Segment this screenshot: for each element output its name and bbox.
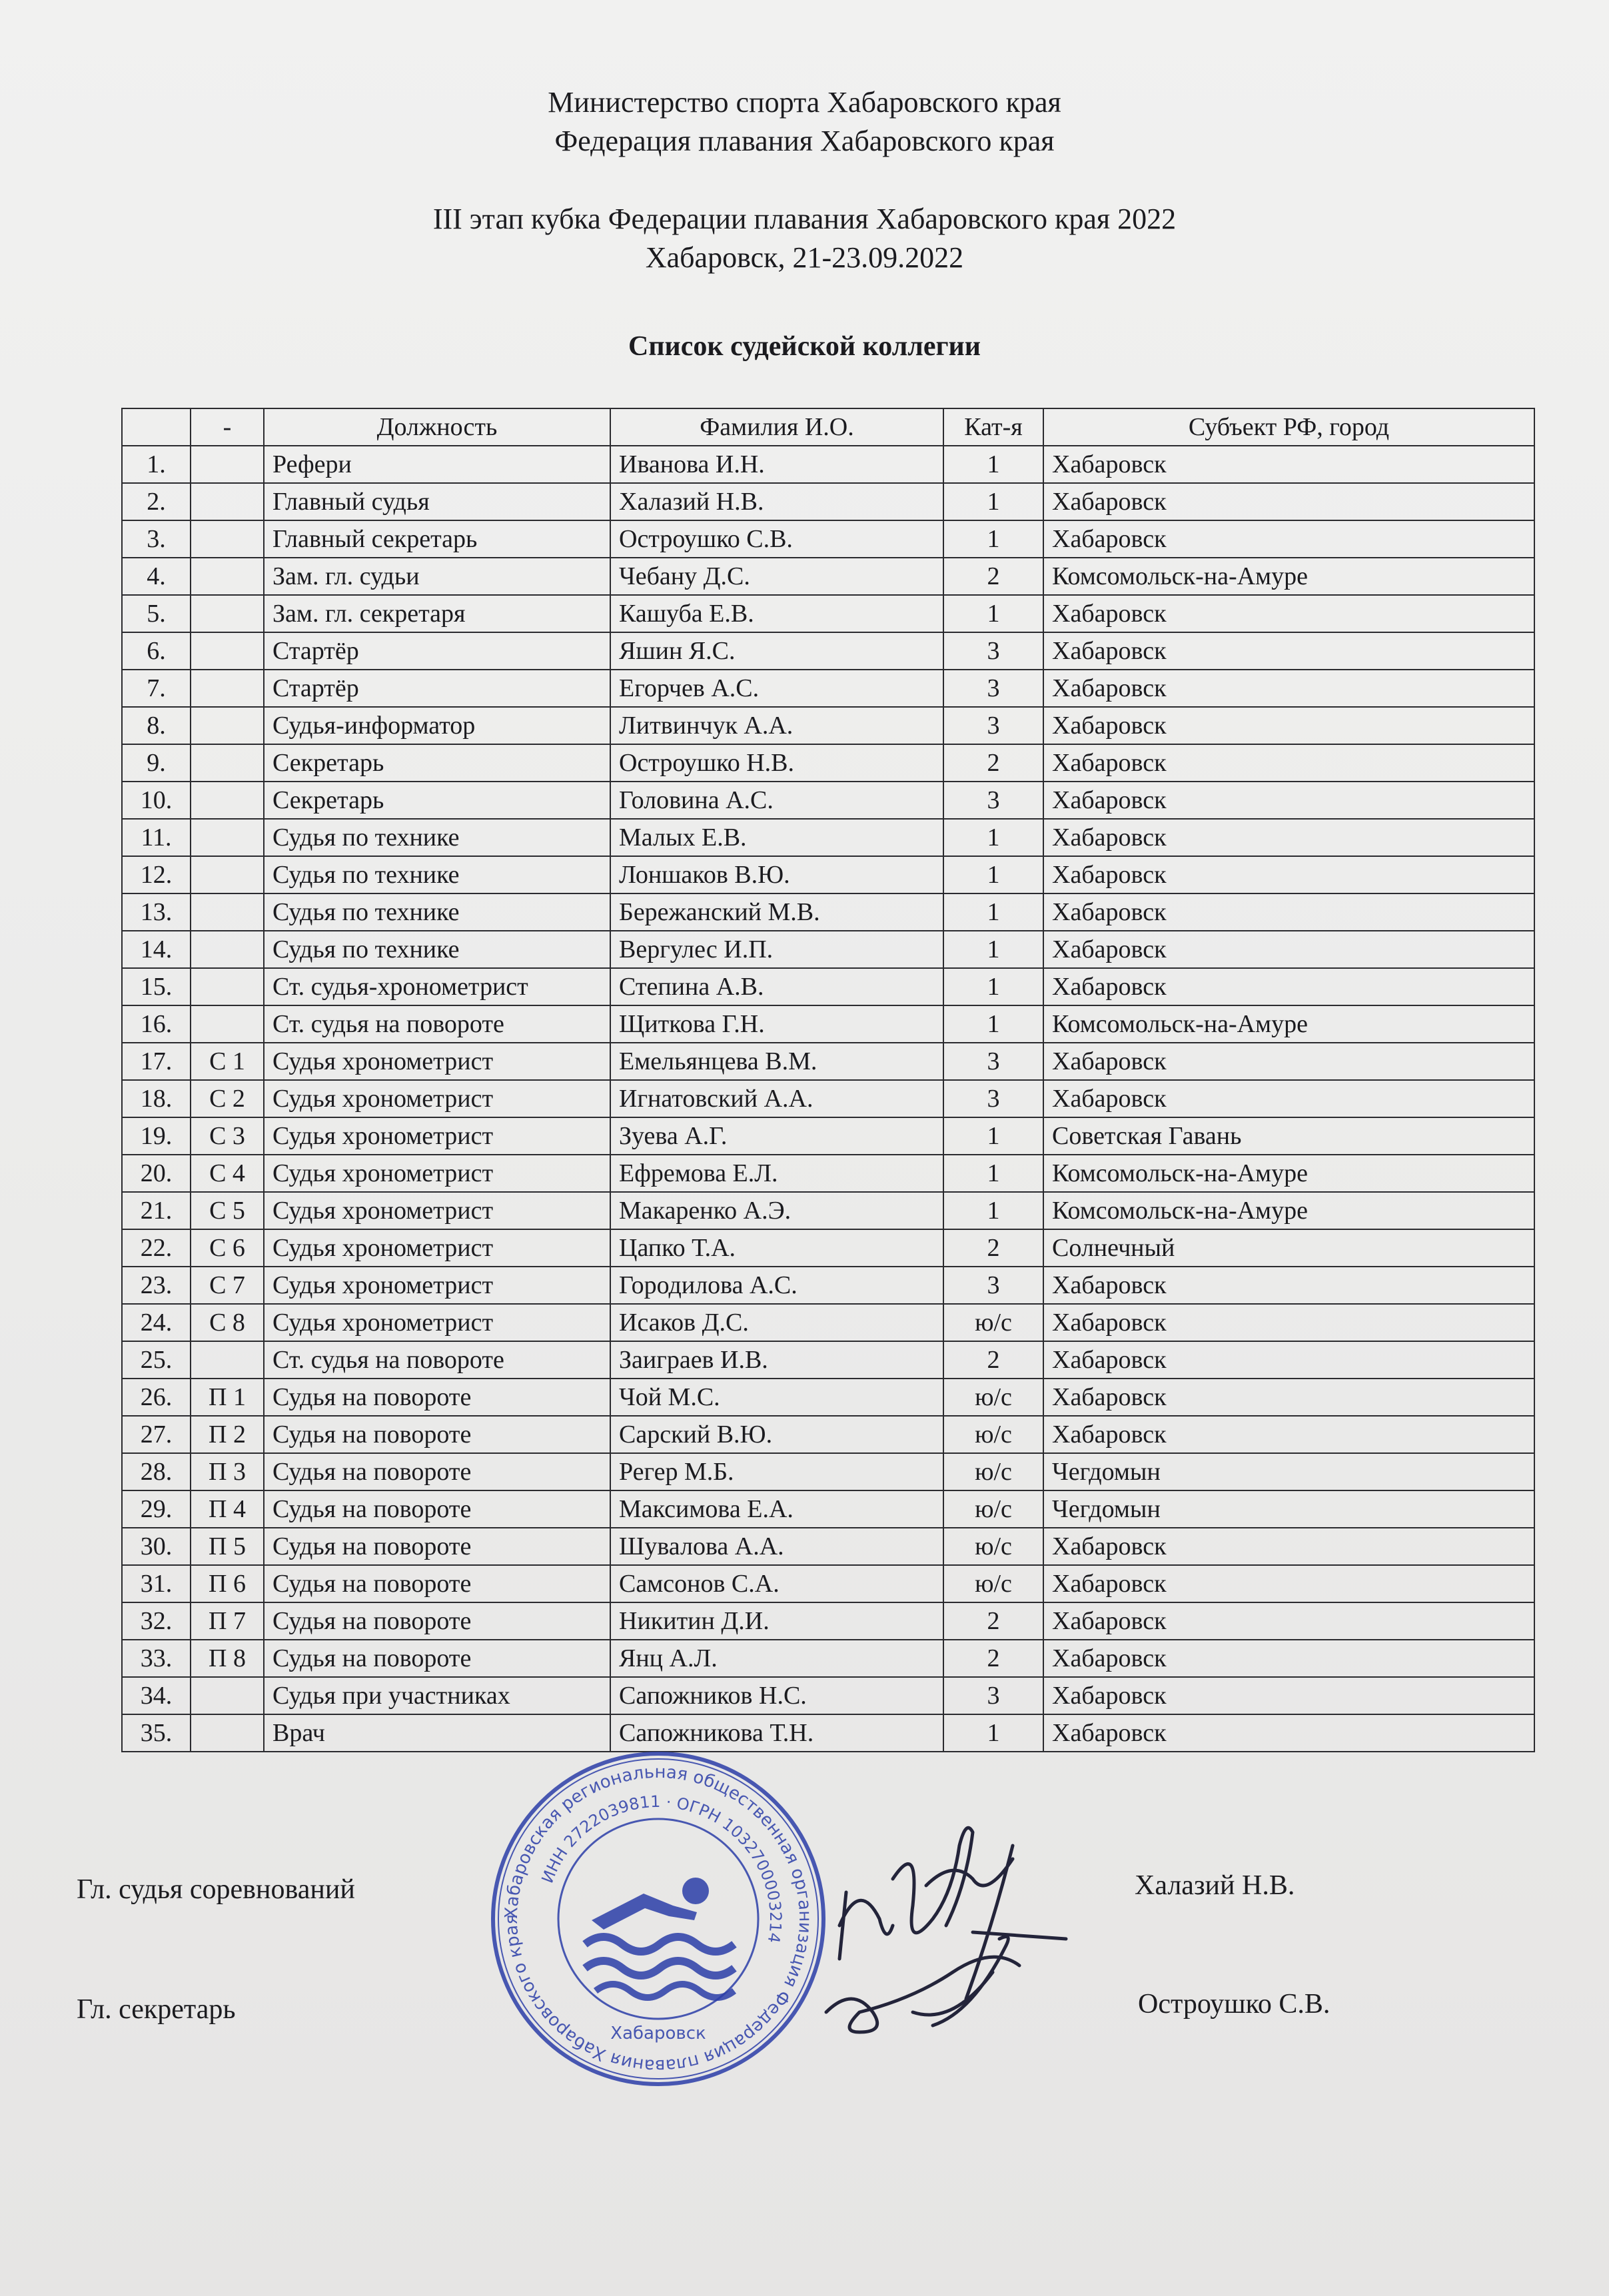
table-row	[122, 446, 1534, 483]
cell-name: Головина А.С.	[610, 782, 943, 819]
cell-category: 1	[943, 893, 1043, 931]
cell-name: Исаков Д.С.	[610, 1304, 943, 1341]
cell-category: 2	[943, 1640, 1043, 1677]
cell-position: Секретарь	[264, 782, 610, 819]
cell-position: Зам. гл. судьи	[264, 558, 610, 595]
cell-number: 26.	[122, 1379, 191, 1416]
cell-lane: С 5	[191, 1192, 264, 1229]
cell-name: Чебану Д.С.	[610, 558, 943, 595]
cell-name: Максимова Е.А.	[610, 1490, 943, 1528]
cell-number: 32.	[122, 1602, 191, 1640]
cell-category: 3	[943, 670, 1043, 707]
cell-city: Хабаровск	[1043, 1043, 1534, 1080]
cell-name: Егорчев А.С.	[610, 670, 943, 707]
cell-lane: П 2	[191, 1416, 264, 1453]
cell-lane: С 2	[191, 1080, 264, 1117]
cell-category: 2	[943, 1602, 1043, 1640]
cell-lane	[191, 670, 264, 707]
table-row	[122, 1602, 1534, 1640]
cell-number: 11.	[122, 819, 191, 856]
cell-lane	[191, 1005, 264, 1043]
cell-number: 6.	[122, 632, 191, 670]
cell-lane	[191, 744, 264, 782]
cell-category: ю/с	[943, 1453, 1043, 1490]
cell-position: Судья хронометрист	[264, 1043, 610, 1080]
cell-name: Емельянцева В.М.	[610, 1043, 943, 1080]
cell-position: Судья по технике	[264, 931, 610, 968]
cell-city: Солнечный	[1043, 1229, 1534, 1267]
cell-position: Главный судья	[264, 483, 610, 520]
cell-position: Судья-информатор	[264, 707, 610, 744]
cell-position: Судья на повороте	[264, 1565, 610, 1602]
cell-position: Судья на повороте	[264, 1379, 610, 1416]
table-header-row	[122, 408, 1534, 446]
cell-category: 1	[943, 819, 1043, 856]
cell-number: 3.	[122, 520, 191, 558]
cell-name: Зуева А.Г.	[610, 1117, 943, 1155]
cell-position: Судья по технике	[264, 856, 610, 893]
federation-line: Федерация плавания Хабаровского края	[554, 125, 1055, 157]
cell-number: 33.	[122, 1640, 191, 1677]
cell-name: Городилова А.С.	[610, 1267, 943, 1304]
cell-number: 31.	[122, 1565, 191, 1602]
cell-name: Кашуба Е.В.	[610, 595, 943, 632]
cell-city: Комсомольск-на-Амуре	[1043, 558, 1534, 595]
cell-lane	[191, 595, 264, 632]
cell-lane: С 7	[191, 1267, 264, 1304]
cell-number: 20.	[122, 1155, 191, 1192]
judges-table-body	[122, 446, 1534, 1752]
cell-city: Хабаровск	[1043, 1714, 1534, 1752]
cell-name: Ефремова Е.Л.	[610, 1155, 943, 1192]
cell-position: Судья хронометрист	[264, 1229, 610, 1267]
cell-category: 3	[943, 1043, 1043, 1080]
cell-name: Самсонов С.А.	[610, 1565, 943, 1602]
cell-category: 1	[943, 856, 1043, 893]
cell-position: Стартёр	[264, 670, 610, 707]
table-row	[122, 1267, 1534, 1304]
cell-number: 7.	[122, 670, 191, 707]
cell-position: Судья на повороте	[264, 1602, 610, 1640]
cell-lane: П 7	[191, 1602, 264, 1640]
cell-city: Хабаровск	[1043, 483, 1534, 520]
cell-number: 25.	[122, 1341, 191, 1379]
cell-category: ю/с	[943, 1565, 1043, 1602]
cell-city: Комсомольск-на-Амуре	[1043, 1155, 1534, 1192]
cell-city: Хабаровск	[1043, 1379, 1534, 1416]
cell-city: Советская Гавань	[1043, 1117, 1534, 1155]
cell-category: 3	[943, 707, 1043, 744]
cell-position: Ст. судья на повороте	[264, 1341, 610, 1379]
table-row	[122, 595, 1534, 632]
cell-category: ю/с	[943, 1416, 1043, 1453]
cell-city: Комсомольск-на-Амуре	[1043, 1005, 1534, 1043]
cell-lane	[191, 968, 264, 1005]
secretary-label: Гл. секретарь	[77, 1994, 236, 2025]
cell-lane	[191, 1341, 264, 1379]
cell-position: Судья на повороте	[264, 1453, 610, 1490]
cell-number: 16.	[122, 1005, 191, 1043]
cell-number: 13.	[122, 893, 191, 931]
stamp-outer-text: Хабаровская региональная общественная организация Федерация плавания Хабаровского края	[501, 1762, 815, 2076]
cell-city: Хабаровск	[1043, 819, 1534, 856]
cell-city: Хабаровск	[1043, 1640, 1534, 1677]
cell-name: Никитин Д.И.	[610, 1602, 943, 1640]
cell-city: Хабаровск	[1043, 595, 1534, 632]
cell-name: Халазий Н.В.	[610, 483, 943, 520]
cell-number: 2.	[122, 483, 191, 520]
cell-number: 10.	[122, 782, 191, 819]
cell-lane: С 3	[191, 1117, 264, 1155]
cell-city: Хабаровск	[1043, 744, 1534, 782]
cell-name: Иванова И.Н.	[610, 446, 943, 483]
cell-name: Сарский В.Ю.	[610, 1416, 943, 1453]
cell-number: 35.	[122, 1714, 191, 1752]
cell-category: 1	[943, 1714, 1043, 1752]
handwritten-signature	[813, 1812, 1093, 2065]
cell-city: Хабаровск	[1043, 893, 1534, 931]
cell-name: Лоншаков В.Ю.	[610, 856, 943, 893]
table-row	[122, 670, 1534, 707]
cell-city: Хабаровск	[1043, 1677, 1534, 1714]
table-row	[122, 856, 1534, 893]
table-row	[122, 819, 1534, 856]
table-row	[122, 1490, 1534, 1528]
cell-name: Вергулес И.П.	[610, 931, 943, 968]
cell-position: Судья хронометрист	[264, 1080, 610, 1117]
cell-number: 15.	[122, 968, 191, 1005]
cell-position: Зам. гл. секретаря	[264, 595, 610, 632]
table-row	[122, 1677, 1534, 1714]
cell-name: Бережанский М.В.	[610, 893, 943, 931]
table-row	[122, 1528, 1534, 1565]
cell-category: 3	[943, 1080, 1043, 1117]
cell-number: 21.	[122, 1192, 191, 1229]
cell-lane	[191, 558, 264, 595]
cell-category: 1	[943, 1192, 1043, 1229]
cell-number: 8.	[122, 707, 191, 744]
cell-lane	[191, 632, 264, 670]
cell-number: 19.	[122, 1117, 191, 1155]
table-row	[122, 968, 1534, 1005]
cell-name: Макаренко А.Э.	[610, 1192, 943, 1229]
table-row	[122, 558, 1534, 595]
cell-position: Судья на повороте	[264, 1416, 610, 1453]
table-row	[122, 1229, 1534, 1267]
cell-name: Степина А.В.	[610, 968, 943, 1005]
place-date-line: Хабаровск, 21-23.09.2022	[645, 241, 964, 274]
cell-lane: П 6	[191, 1565, 264, 1602]
cell-lane	[191, 483, 264, 520]
stamp-city: Хабаровск	[610, 2023, 706, 2043]
cell-lane: С 4	[191, 1155, 264, 1192]
cell-number: 14.	[122, 931, 191, 968]
cell-lane	[191, 819, 264, 856]
cell-city: Хабаровск	[1043, 670, 1534, 707]
col-header-number	[122, 408, 191, 446]
cell-position: Судья по технике	[264, 893, 610, 931]
cell-name: Цапко Т.А.	[610, 1229, 943, 1267]
cell-city: Хабаровск	[1043, 1416, 1534, 1453]
col-header-city: Субъект РФ, город	[1043, 408, 1534, 446]
cell-city: Хабаровск	[1043, 931, 1534, 968]
table-row	[122, 632, 1534, 670]
table-row	[122, 1453, 1534, 1490]
cell-name: Регер М.Б.	[610, 1453, 943, 1490]
table-row	[122, 483, 1534, 520]
cell-number: 12.	[122, 856, 191, 893]
cell-lane	[191, 707, 264, 744]
cell-name: Яшин Я.С.	[610, 632, 943, 670]
cell-category: 2	[943, 744, 1043, 782]
cell-lane	[191, 1677, 264, 1714]
cell-number: 1.	[122, 446, 191, 483]
cell-position: Судья на повороте	[264, 1640, 610, 1677]
cell-city: Хабаровск	[1043, 1304, 1534, 1341]
cell-city: Хабаровск	[1043, 707, 1534, 744]
cell-name: Заиграев И.В.	[610, 1341, 943, 1379]
cell-number: 9.	[122, 744, 191, 782]
cell-position: Секретарь	[264, 744, 610, 782]
cell-name: Сапожников Н.С.	[610, 1677, 943, 1714]
judges-table	[121, 408, 1535, 1752]
cell-lane	[191, 931, 264, 968]
cell-category: 1	[943, 520, 1043, 558]
cell-category: 1	[943, 1117, 1043, 1155]
cell-category: 1	[943, 483, 1043, 520]
cell-number: 27.	[122, 1416, 191, 1453]
cell-city: Хабаровск	[1043, 856, 1534, 893]
table-row	[122, 893, 1534, 931]
cell-number: 24.	[122, 1304, 191, 1341]
cell-lane	[191, 856, 264, 893]
cell-lane: П 1	[191, 1379, 264, 1416]
col-header-name: Фамилия И.О.	[610, 408, 943, 446]
cell-category: ю/с	[943, 1304, 1043, 1341]
cell-category: 3	[943, 1267, 1043, 1304]
cell-city: Хабаровск	[1043, 1602, 1534, 1640]
cell-position: Судья хронометрист	[264, 1304, 610, 1341]
table-row	[122, 1192, 1534, 1229]
table-row	[122, 1640, 1534, 1677]
cell-name: Литвинчук А.А.	[610, 707, 943, 744]
cell-category: 1	[943, 446, 1043, 483]
cell-name: Остроушко С.В.	[610, 520, 943, 558]
organization-stamp	[485, 1746, 831, 2092]
cell-category: 3	[943, 632, 1043, 670]
cell-city: Хабаровск	[1043, 520, 1534, 558]
cell-name: Шувалова А.А.	[610, 1528, 943, 1565]
table-row	[122, 1043, 1534, 1080]
cell-city: Хабаровск	[1043, 782, 1534, 819]
document-title: Список судейской коллегии	[628, 331, 981, 362]
cell-city: Хабаровск	[1043, 968, 1534, 1005]
cell-category: 2	[943, 1341, 1043, 1379]
cell-position: Судья на повороте	[264, 1528, 610, 1565]
table-row	[122, 520, 1534, 558]
col-header-lane: -	[191, 408, 264, 446]
cell-city: Хабаровск	[1043, 1080, 1534, 1117]
cell-position: Судья по технике	[264, 819, 610, 856]
cell-position: Ст. судья на повороте	[264, 1005, 610, 1043]
cell-city: Хабаровск	[1043, 1341, 1534, 1379]
cell-lane: П 8	[191, 1640, 264, 1677]
cell-lane	[191, 1714, 264, 1752]
cell-lane	[191, 893, 264, 931]
swimmer-icon	[585, 1878, 734, 1998]
cell-city: Хабаровск	[1043, 1565, 1534, 1602]
cell-category: ю/с	[943, 1528, 1043, 1565]
cell-lane: П 3	[191, 1453, 264, 1490]
cell-number: 34.	[122, 1677, 191, 1714]
cell-position: Рефери	[264, 446, 610, 483]
cell-name: Чой М.С.	[610, 1379, 943, 1416]
cell-city: Чегдомын	[1043, 1453, 1534, 1490]
table-row	[122, 1379, 1534, 1416]
cell-category: 3	[943, 782, 1043, 819]
cell-lane: П 5	[191, 1528, 264, 1565]
cell-category: ю/с	[943, 1379, 1043, 1416]
cell-number: 29.	[122, 1490, 191, 1528]
cell-category: ю/с	[943, 1490, 1043, 1528]
cell-lane	[191, 782, 264, 819]
cell-position: Судья хронометрист	[264, 1267, 610, 1304]
cell-category: 1	[943, 931, 1043, 968]
cell-position: Главный секретарь	[264, 520, 610, 558]
cell-city: Хабаровск	[1043, 632, 1534, 670]
cell-number: 23.	[122, 1267, 191, 1304]
cell-lane: С 6	[191, 1229, 264, 1267]
cell-category: 1	[943, 968, 1043, 1005]
table-row	[122, 1304, 1534, 1341]
chief-judge-label: Гл. судья соревнований	[77, 1874, 355, 1905]
cell-city: Хабаровск	[1043, 1528, 1534, 1565]
cell-number: 4.	[122, 558, 191, 595]
cell-category: 3	[943, 1677, 1043, 1714]
chief-judge-name: Халазий Н.В.	[1135, 1870, 1295, 1901]
cell-number: 18.	[122, 1080, 191, 1117]
cell-category: 1	[943, 595, 1043, 632]
ministry-line: Министерство спорта Хабаровского края	[548, 86, 1061, 119]
table-row	[122, 1155, 1534, 1192]
cell-lane: С 1	[191, 1043, 264, 1080]
table-row	[122, 1117, 1534, 1155]
cell-city: Чегдомын	[1043, 1490, 1534, 1528]
cell-category: 2	[943, 1229, 1043, 1267]
cell-city: Хабаровск	[1043, 446, 1534, 483]
secretary-name: Остроушко С.В.	[1138, 1989, 1331, 2019]
cell-number: 28.	[122, 1453, 191, 1490]
table-row	[122, 1416, 1534, 1453]
cell-position: Стартёр	[264, 632, 610, 670]
table-row	[122, 707, 1534, 744]
cell-name: Малых Е.В.	[610, 819, 943, 856]
cell-category: 2	[943, 558, 1043, 595]
cell-name: Сапожникова Т.Н.	[610, 1714, 943, 1752]
cell-name: Щиткова Г.Н.	[610, 1005, 943, 1043]
table-row	[122, 1341, 1534, 1379]
col-header-position: Должность	[264, 408, 610, 446]
cell-category: 1	[943, 1155, 1043, 1192]
cell-city: Хабаровск	[1043, 1267, 1534, 1304]
cell-number: 17.	[122, 1043, 191, 1080]
cell-name: Игнатовский А.А.	[610, 1080, 943, 1117]
table-row	[122, 782, 1534, 819]
cell-name: Янц А.Л.	[610, 1640, 943, 1677]
cell-position: Судья хронометрист	[264, 1117, 610, 1155]
stamp-inner-text: ИНН 2722039811 · ОГРН 1032700003214	[538, 1792, 786, 1945]
cell-lane	[191, 446, 264, 483]
cell-lane	[191, 520, 264, 558]
col-header-category: Кат-я	[943, 408, 1043, 446]
cell-position: Судья хронометрист	[264, 1155, 610, 1192]
cell-number: 22.	[122, 1229, 191, 1267]
table-row	[122, 1005, 1534, 1043]
cell-lane: П 4	[191, 1490, 264, 1528]
table-row	[122, 1080, 1534, 1117]
cell-number: 5.	[122, 595, 191, 632]
event-line: III этап кубка Федерации плавания Хабаровского края 2022	[432, 203, 1177, 235]
table-row	[122, 1565, 1534, 1602]
cell-lane: С 8	[191, 1304, 264, 1341]
table-row	[122, 744, 1534, 782]
cell-city: Комсомольск-на-Амуре	[1043, 1192, 1534, 1229]
cell-category: 1	[943, 1005, 1043, 1043]
cell-position: Судья при участниках	[264, 1677, 610, 1714]
cell-position: Врач	[264, 1714, 610, 1752]
cell-position: Судья на повороте	[264, 1490, 610, 1528]
cell-position: Ст. судья-хронометрист	[264, 968, 610, 1005]
cell-number: 30.	[122, 1528, 191, 1565]
table-row	[122, 931, 1534, 968]
cell-position: Судья хронометрист	[264, 1192, 610, 1229]
cell-name: Остроушко Н.В.	[610, 744, 943, 782]
